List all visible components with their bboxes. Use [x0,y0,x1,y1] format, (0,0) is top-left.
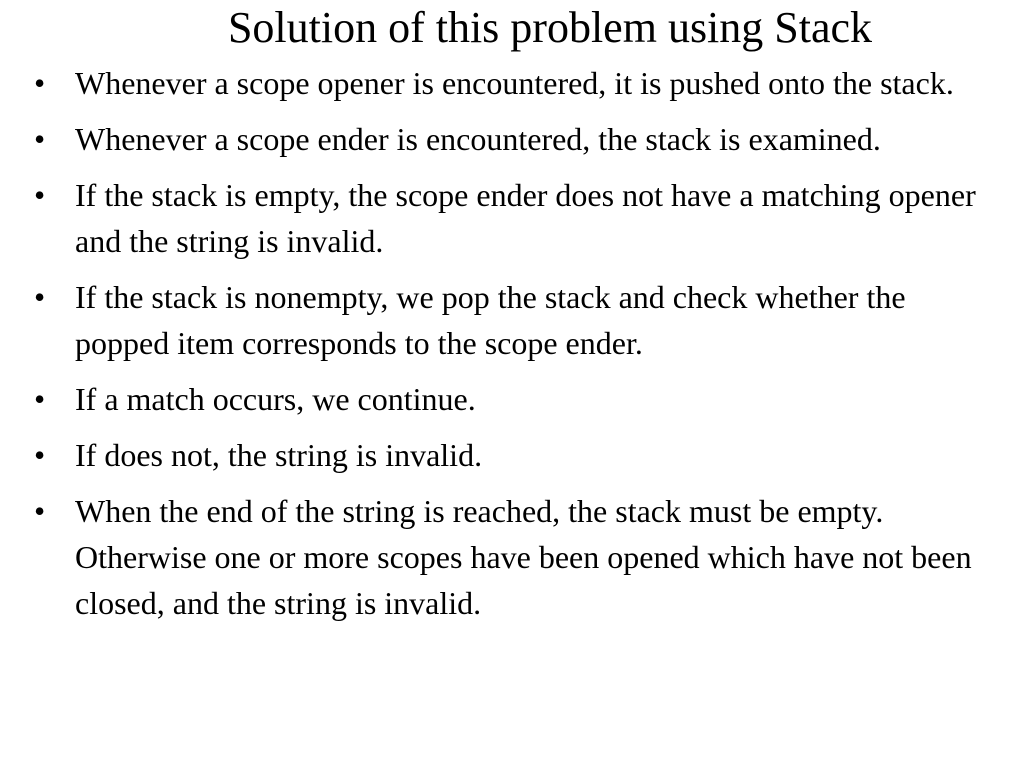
bullet-marker: • [34,177,46,213]
bullet-item [34,116,994,162]
bullet-text: When the end of the string is reached, the stack must be empty. Otherwise one or more scopes have been opened which have not been closed, and the string is invalid. [75,493,972,621]
bullet-marker: • [34,493,46,529]
bullet-text: If the stack is nonempty, we pop the stack and check whether the popped item corresponds to the scope ender. [75,279,906,361]
bullet-text: If the stack is empty, the scope ender does not have a matching opener and the string is invalid. [75,177,976,259]
bullet-marker: • [34,65,46,101]
bullet-marker: • [34,279,46,315]
bullet-item [34,376,994,422]
bullet-marker: • [34,437,46,473]
bullet-text: Whenever a scope ender is encountered, the stack is examined. [75,121,881,157]
bullet-marker: • [34,381,46,417]
bullet-item [34,60,994,106]
bullet-item [34,172,994,264]
bullet-text: If does not, the string is invalid. [75,437,483,473]
slide-title: Solution of this problem using Stack [227,3,873,52]
bullet-list [34,60,994,636]
bullet-item [34,432,994,478]
bullet-text: If a match occurs, we continue. [75,381,476,417]
bullet-marker: • [34,121,46,157]
bullet-text: Whenever a scope opener is encountered, it is pushed onto the stack. [75,65,954,101]
bullet-item [34,274,994,366]
bullet-item [34,488,994,626]
